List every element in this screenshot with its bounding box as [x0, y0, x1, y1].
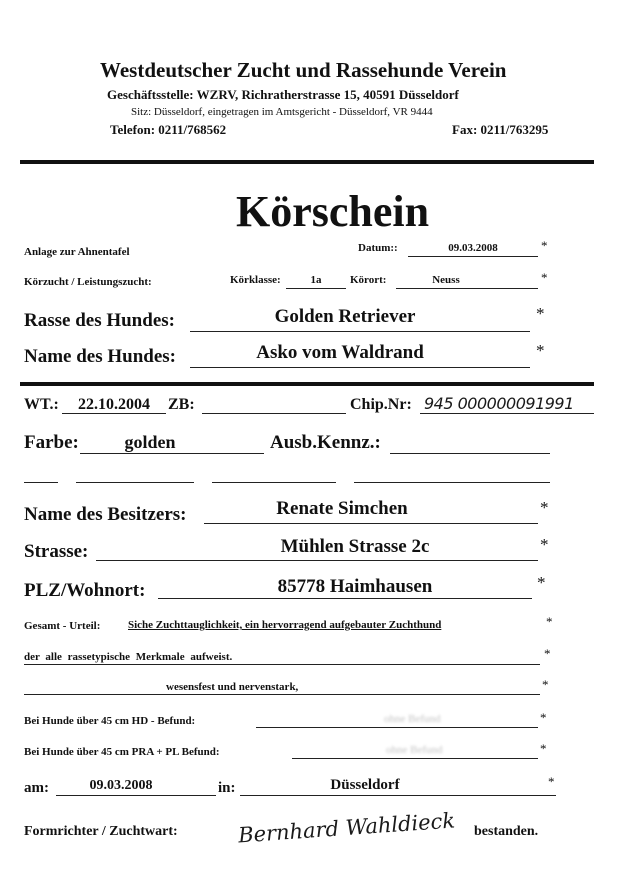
plz-value: 85778 Haimhausen — [277, 576, 433, 597]
datum-value: 09.03.2008 — [448, 242, 498, 254]
strasse-star: * — [540, 535, 549, 554]
zb-label: ZB: — [168, 396, 195, 413]
in-value: Düsseldorf — [330, 777, 400, 793]
hund-name-label: Name des Hundes: — [24, 346, 177, 367]
korklasse-label: Körklasse: — [230, 274, 281, 286]
am-label: am: — [24, 780, 49, 796]
strasse-label: Strasse: — [24, 541, 89, 562]
zb-line — [202, 413, 346, 414]
rasse-label: Rasse des Hundes: — [24, 310, 175, 331]
office-address: Geschäftsstelle: WZRV, Richratherstrasse 15, 40591 Düsseldorf — [107, 87, 459, 102]
chip-label: Chip.Nr: — [350, 396, 412, 413]
register-info: Sitz: Düsseldorf, eingetragen im Amtsgericht - Düsseldorf, VR 9444 — [131, 106, 433, 118]
ausb-line — [390, 453, 550, 454]
urteil-line-3: wesensfest und nervenstark, — [166, 681, 299, 693]
besitzer-star: * — [540, 498, 549, 517]
pra-line — [292, 758, 538, 759]
plz-star: * — [537, 573, 546, 592]
urteil-star-2: * — [544, 646, 551, 661]
pra-value: ohne Befund — [386, 744, 443, 756]
hund-name-star: * — [536, 341, 545, 360]
in-line — [240, 795, 556, 796]
datum-star: * — [541, 238, 548, 253]
urteil-line-3-rule — [24, 694, 540, 695]
anlage-label: Anlage zur Ahnentafel — [24, 246, 130, 258]
chip-line — [420, 413, 594, 414]
org-name: Westdeutscher Zucht und Rassehunde Verein — [100, 58, 507, 82]
korort-value: Neuss — [432, 274, 460, 286]
plz-line — [158, 598, 532, 599]
blank-line-3 — [212, 482, 336, 483]
in-label: in: — [218, 780, 236, 796]
besitzer-line — [204, 523, 538, 524]
blank-line-2 — [76, 482, 194, 483]
farbe-label: Farbe: — [24, 432, 79, 453]
besitzer-value: Renate Simchen — [276, 498, 408, 519]
ausb-label: Ausb.Kennz.: — [270, 432, 381, 453]
rasse-star: * — [536, 304, 545, 323]
korklasse-value: 1a — [310, 274, 322, 286]
korort-label: Körort: — [350, 274, 387, 286]
richter-label: Formrichter / Zuchtwart: — [24, 824, 178, 839]
am-value: 09.03.2008 — [89, 778, 153, 793]
strasse-line — [96, 560, 538, 561]
urteil-line-1: Siche Zuchttauglichkeit, ein hervorragend aufgebauter Zuchthund — [128, 619, 442, 631]
farbe-value: golden — [124, 432, 176, 452]
urteil-star-1: * — [546, 614, 553, 629]
korort-line — [396, 288, 538, 289]
gesamt-label: Gesamt - Urteil: — [24, 620, 101, 632]
farbe-line — [80, 453, 264, 454]
header-divider — [20, 160, 594, 164]
phone-number: Telefon: 0211/768562 — [110, 122, 227, 137]
urteil-star-3: * — [542, 677, 549, 692]
fax-number: Fax: 0211/763295 — [452, 122, 549, 137]
rasse-line — [190, 331, 530, 332]
rasse-value: Golden Retriever — [274, 306, 416, 327]
wt-label: WT.: — [24, 396, 59, 413]
am-line — [56, 795, 216, 796]
document-title: Körschein — [236, 187, 430, 236]
blank-line-4 — [354, 482, 550, 483]
pra-label: Bei Hunde über 45 cm PRA + PL Befund: — [24, 746, 220, 758]
korort-star: * — [541, 270, 548, 285]
blank-line-1 — [24, 482, 58, 483]
korzucht-label: Körzucht / Leistungszucht: — [24, 276, 152, 288]
hd-value: ohne Befund — [384, 713, 441, 725]
hd-label: Bei Hunde über 45 cm HD - Befund: — [24, 715, 196, 727]
section-divider — [20, 382, 594, 386]
in-star: * — [548, 774, 555, 789]
pra-star: * — [540, 741, 547, 756]
hund-name-line — [190, 367, 530, 368]
hd-star: * — [540, 710, 547, 725]
bestanden-text: bestanden. — [474, 824, 539, 839]
hund-name-value: Asko vom Waldrand — [256, 342, 424, 363]
korklasse-line — [286, 288, 346, 289]
signature: Bernhard Wahldieck — [237, 808, 456, 848]
hd-line — [256, 727, 538, 728]
strasse-value: Mühlen Strasse 2c — [280, 536, 430, 557]
urteil-line-2-rule — [24, 664, 540, 665]
chip-value: 945 000000091991 — [424, 394, 574, 413]
wt-value: 22.10.2004 — [78, 396, 150, 413]
plz-label: PLZ/Wohnort: — [24, 580, 146, 601]
datum-line — [408, 256, 538, 257]
besitzer-label: Name des Besitzers: — [24, 504, 187, 525]
datum-label: Datum:: — [358, 242, 398, 254]
urteil-line-2: der alle rassetypische Merkmale aufweist. — [24, 651, 233, 663]
